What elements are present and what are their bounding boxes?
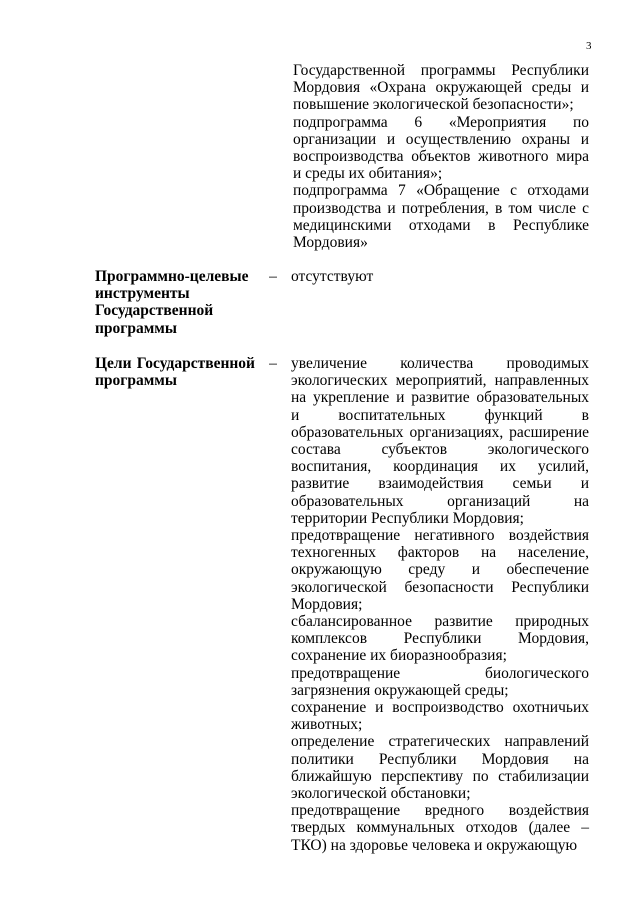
row-label: Программно-целевые инструменты Государственной программы (95, 268, 249, 337)
passport-row-goals (95, 355, 589, 854)
page-number: 3 (586, 40, 592, 52)
row-dash: – (269, 355, 277, 372)
row-value (291, 355, 589, 854)
row-item: отсутствуют (291, 268, 374, 285)
row-label: Цели Государственной программы (95, 355, 255, 390)
continuation-text (293, 62, 589, 251)
row-item: предотвращение биологического загрязнения окружающей среды; (291, 664, 589, 699)
passport-row-instruments (95, 268, 589, 337)
row-item: сохранение и воспроизводство охотничьих животных; (291, 699, 589, 734)
continuation-paragraph: Государственной программы Республики Мордовия «Охрана окружающей среды и повышение экологической безопасности»; (293, 62, 589, 114)
row-item: увеличение количества проводимых экологических мероприятий, направленных на укрепление и развитие образовательных и воспитательных функций в образовательных организациях, расширение состава субъектов экологического воспитания, координация их усилий, развитие взаимодействия семьи и образовательных организаций на территории Республики Мордовия; (291, 355, 589, 527)
continuation-paragraph: подпрограмма 7 «Обращение с отходами производства и потребления, в том числе с медицинскими отходами в Республике Мордовия» (293, 182, 589, 252)
row-item: определение стратегических направлений политики Республики Мордовия на ближайшую перспективу по стабилизации экологической обстановки; (291, 733, 589, 803)
row-item: предотвращение вредного воздействия твердых коммунальных отходов (далее – ТКО) на здоровье человека и окружающую (291, 802, 589, 854)
continuation-paragraph: подпрограмма 6 «Мероприятия по организации и осуществлению охраны и воспроизводства объектов животного мира и среды их обитания»; (293, 113, 589, 183)
row-item: сбалансированное развитие природных комплексов Республики Мордовия, сохранение их биоразнообразия; (291, 613, 589, 665)
row-dash: – (269, 268, 277, 285)
row-item: предотвращение негативного воздействия техногенных факторов на население, окружающую среду и обеспечение экологической безопасности Республики Мордовия; (291, 527, 589, 613)
row-value (291, 268, 589, 337)
